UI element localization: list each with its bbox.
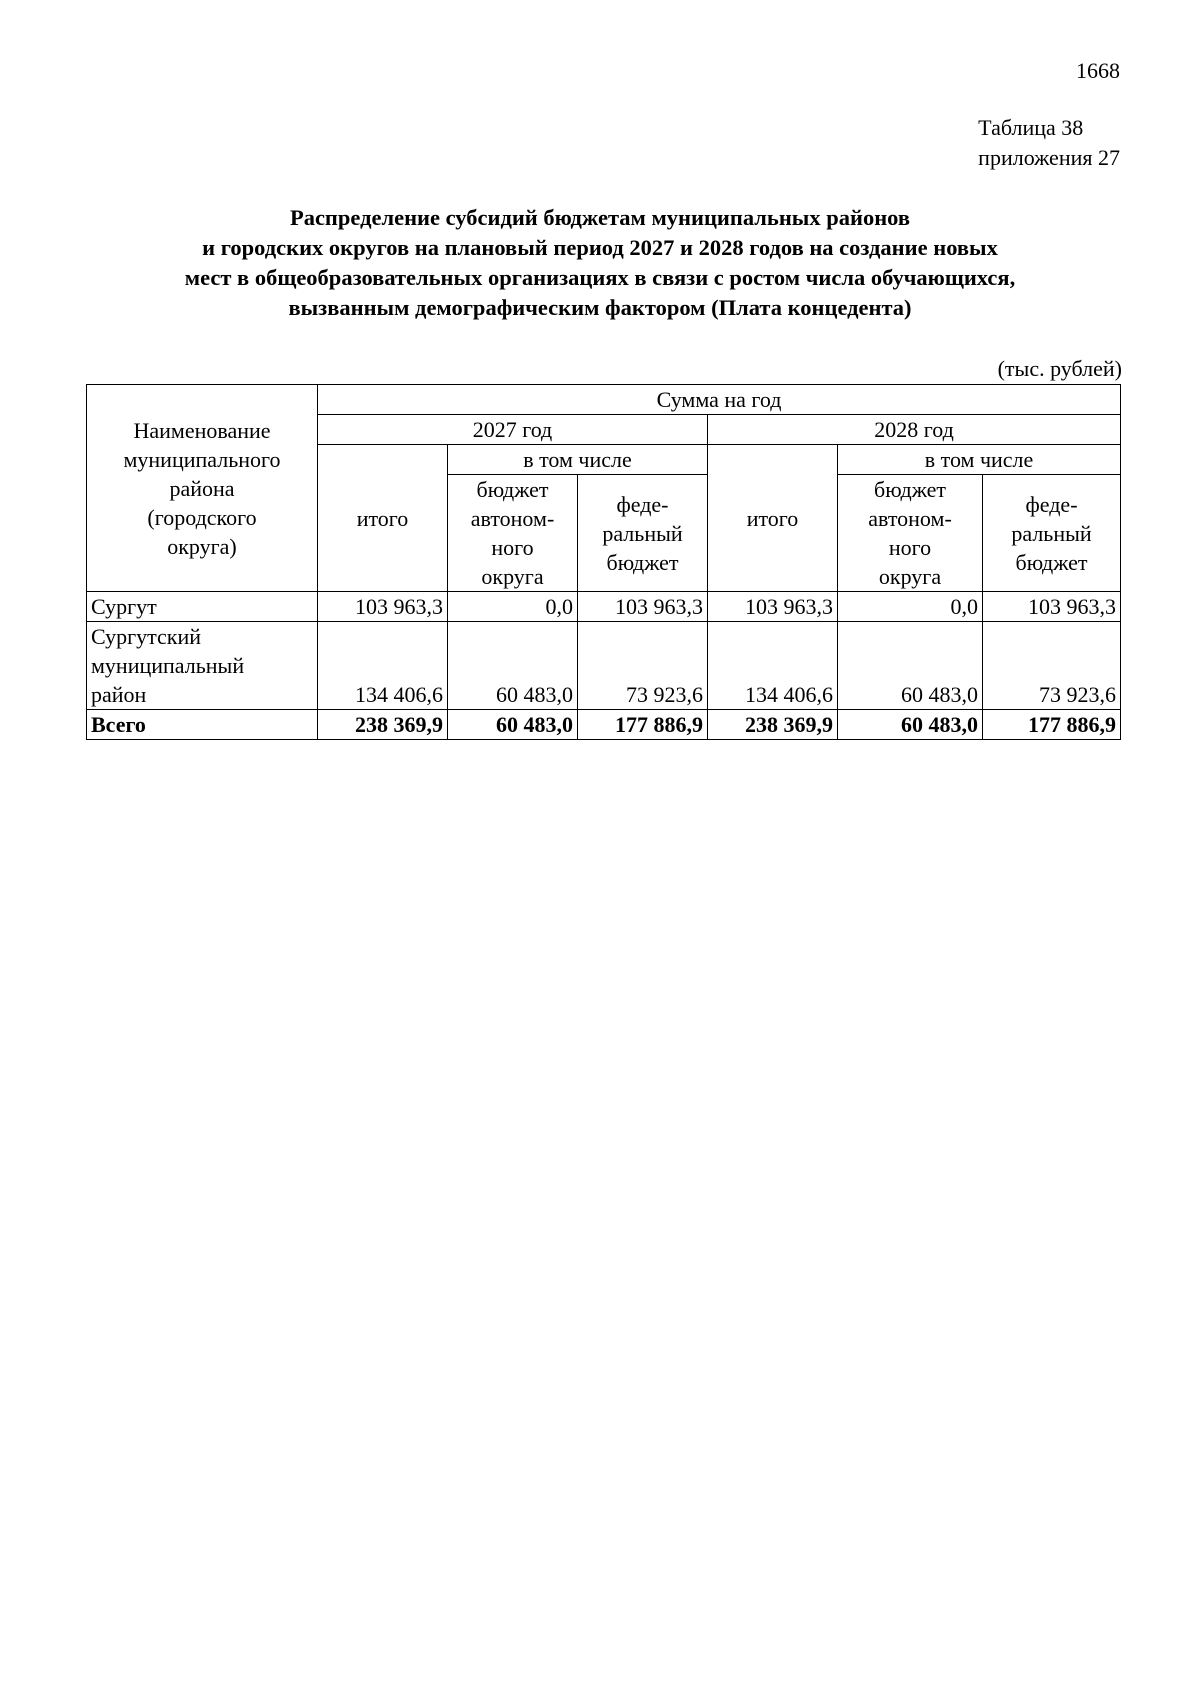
- cell-value: 0,0: [838, 592, 983, 622]
- table-number: Таблица 38: [978, 115, 1084, 140]
- cell-value: 103 963,3: [318, 592, 448, 622]
- header-including-2028: в том числе: [838, 445, 1121, 475]
- cell-value: 60 483,0: [448, 710, 578, 740]
- header-year-2028: 2028 год: [708, 415, 1121, 445]
- header-total-2028: итого: [708, 445, 838, 592]
- table-row: [87, 622, 1121, 710]
- header-sum-per-year: Сумма на год: [318, 385, 1121, 415]
- header-including-2027: в том числе: [448, 445, 708, 475]
- cell-value: 73 923,6: [983, 622, 1121, 710]
- header-fed-budget-2027: феде- ральный бюджет: [578, 475, 708, 592]
- units-label: (тыс. рублей): [997, 356, 1122, 381]
- table-reference: [978, 113, 1120, 173]
- cell-value: 103 963,3: [708, 592, 838, 622]
- header-ao-budget-2028: бюджет автоном- ного округа: [838, 475, 983, 592]
- row-name: Сургутский муниципальный район: [87, 622, 318, 710]
- table-row: [87, 592, 1121, 622]
- cell-value: 73 923,6: [578, 622, 708, 710]
- cell-value: 177 886,9: [578, 710, 708, 740]
- cell-value: 134 406,6: [318, 622, 448, 710]
- cell-value: 60 483,0: [448, 622, 578, 710]
- title-line: и городских округов на плановый период 2027 и 2028 годов на создание новых: [202, 235, 998, 260]
- cell-value: 177 886,9: [983, 710, 1121, 740]
- cell-value: 134 406,6: [708, 622, 838, 710]
- cell-value: 238 369,9: [318, 710, 448, 740]
- header-year-2027: 2027 год: [318, 415, 708, 445]
- appendix-number: приложения 27: [978, 145, 1120, 170]
- document-title: [80, 203, 1120, 323]
- header-ao-budget-2027: бюджет автоном- ного округа: [448, 475, 578, 592]
- cell-value: 60 483,0: [838, 622, 983, 710]
- header-fed-budget-2028: феде- ральный бюджет: [983, 475, 1121, 592]
- cell-value: 103 963,3: [578, 592, 708, 622]
- page-number: 1668: [1076, 58, 1120, 83]
- cell-value: 238 369,9: [708, 710, 838, 740]
- subsidy-table: [86, 384, 1121, 740]
- title-line: мест в общеобразовательных организациях в связи с ростом числа обучающихся,: [184, 265, 1016, 290]
- title-line: Распределение субсидий бюджетам муниципальных районов: [289, 205, 911, 230]
- header-municipality: Наименование муниципального района (городского округа): [87, 385, 318, 592]
- cell-value: 0,0: [448, 592, 578, 622]
- title-line: вызванным демографическим фактором (Плата концедента): [288, 295, 912, 320]
- row-name: Всего: [87, 710, 318, 740]
- cell-value: 60 483,0: [838, 710, 983, 740]
- header-total-2027: итого: [318, 445, 448, 592]
- table-row-total: [87, 710, 1121, 740]
- row-name: Сургут: [87, 592, 318, 622]
- cell-value: 103 963,3: [983, 592, 1121, 622]
